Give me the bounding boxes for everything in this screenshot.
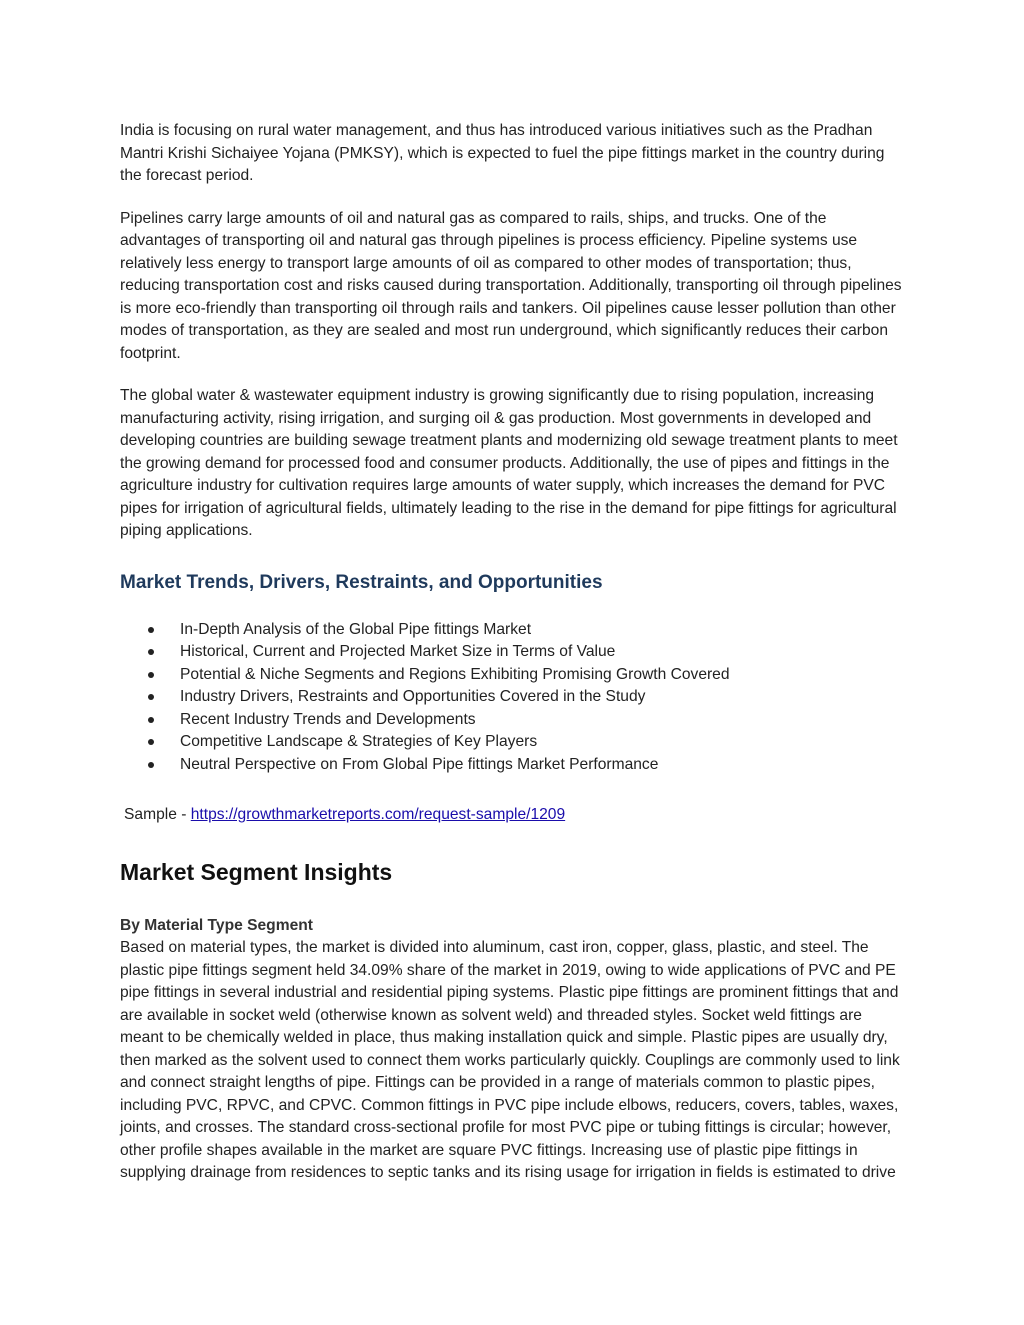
list-item-text: Competitive Landscape & Strategies of Key Players (180, 733, 538, 750)
list-item-text: Industry Drivers, Restraints and Opportunities Covered in the Study (180, 688, 646, 705)
list-item (180, 641, 906, 664)
segment-heading: Market Segment Insights (120, 858, 393, 885)
material-subheading: By Material Type Segment (120, 916, 313, 934)
list-item-text: Potential & Niche Segments and Regions Exhibiting Promising Growth Covered (180, 665, 730, 683)
bullet-icon (148, 762, 154, 768)
list-item (180, 664, 906, 687)
trends-bullet-list (120, 619, 906, 777)
sample-label: Sample - (124, 806, 191, 823)
list-item-text: Historical, Current and Projected Market Size in Terms of Value (180, 643, 616, 660)
paragraph-wastewater: The global water & wastewater equipment industry is growing significantly due to rising population, increasing manufacturing activity, rising irrigation, and surging oil & gas production. Most governments in developed and developing countries are building sewage treatment plants and modernizing old sewage treatment plants to meet the growing demand for processed food and consumer products. Additionally, the use of pipes and fittings in the agriculture industry for cultivation requires large amounts of water supply, which increases the demand for PVC pipes for irrigation of agricultural fields, ultimately leading to the rise in the demand for pipe fittings for agricultural piping applications. (120, 387, 898, 539)
list-item (180, 754, 906, 777)
material-paragraph: Based on material types, the market is divided into aluminum, cast iron, copper, glass, plastic, and steel. The plastic pipe fittings segment held 34.09% share of the market in 2019, owing to wide applications of PVC and PE pipe fittings in several industrial and residential piping systems. Plastic pipe fittings are prominent fittings that and are available in socket weld (otherwise known as solvent weld) and threaded styles. Socket weld fittings are meant to be chemically welded in place, thus making installation quick and simple. Plastic pipes are usually dry, then marked as the solvent used to connect them works particularly quickly. Couplings are commonly used to link and connect straight lengths of pipe. Fittings can be provided in a range of materials common to plastic pipes, including PVC, RPVC, and CPVC. Common fittings in PVC pipe include elbows, reducers, covers, tables, waxes, joints, and crosses. The standard cross-sectional profile for most PVC pipe or tubing fittings is circular; however, other profile shapes available in the market are square PVC fittings. Increasing use of plastic pipe fittings in supplying drainage from residences to septic tanks and its rising usage for irrigation in fields is estimated to drive (120, 939, 900, 1181)
document-content (120, 120, 906, 1185)
bullet-icon (148, 627, 154, 633)
bullet-icon (148, 649, 154, 655)
sample-line (124, 804, 906, 827)
list-item-text: Neutral Perspective on From Global Pipe fittings Market Performance (180, 755, 659, 773)
paragraph-rural-water: India is focusing on rural water management, and thus has introduced various initiatives such as the Pradhan Mantri Krishi Sichaiyee Yojana (PMKSY), which is expected to fuel the pipe fittings market in the country during the forecast period. (120, 122, 885, 184)
list-item (180, 619, 906, 642)
list-item-text: Recent Industry Trends and Developments (180, 710, 476, 728)
trends-heading: Market Trends, Drivers, Restraints, and Opportunities (120, 571, 603, 593)
bullet-icon (148, 717, 154, 723)
list-item (180, 709, 906, 732)
list-item (180, 731, 906, 754)
list-item (180, 686, 906, 709)
sample-link[interactable]: https://growthmarketreports.com/request-sample/1209 (190, 806, 566, 823)
bullet-icon (148, 694, 154, 700)
paragraph-pipelines: Pipelines carry large amounts of oil and natural gas as compared to rails, ships, and trucks. One of the advantages of transporting oil and natural gas through pipelines is process efficiency. Pipeline systems use relatively less energy to transport large amounts of oil as compared to other modes of transportation; thus, reducing transportation cost and risks caused during transportation. Additionally, transporting oil through pipelines is more eco-friendly than transporting oil through rails and tankers. Oil pipelines cause lesser pollution than other modes of transportation, as they are sealed and most run underground, which significantly reduces their carbon footprint. (120, 209, 902, 362)
bullet-icon (148, 739, 154, 745)
list-item-text: In-Depth Analysis of the Global Pipe fittings Market (180, 620, 532, 638)
bullet-icon (148, 672, 154, 678)
